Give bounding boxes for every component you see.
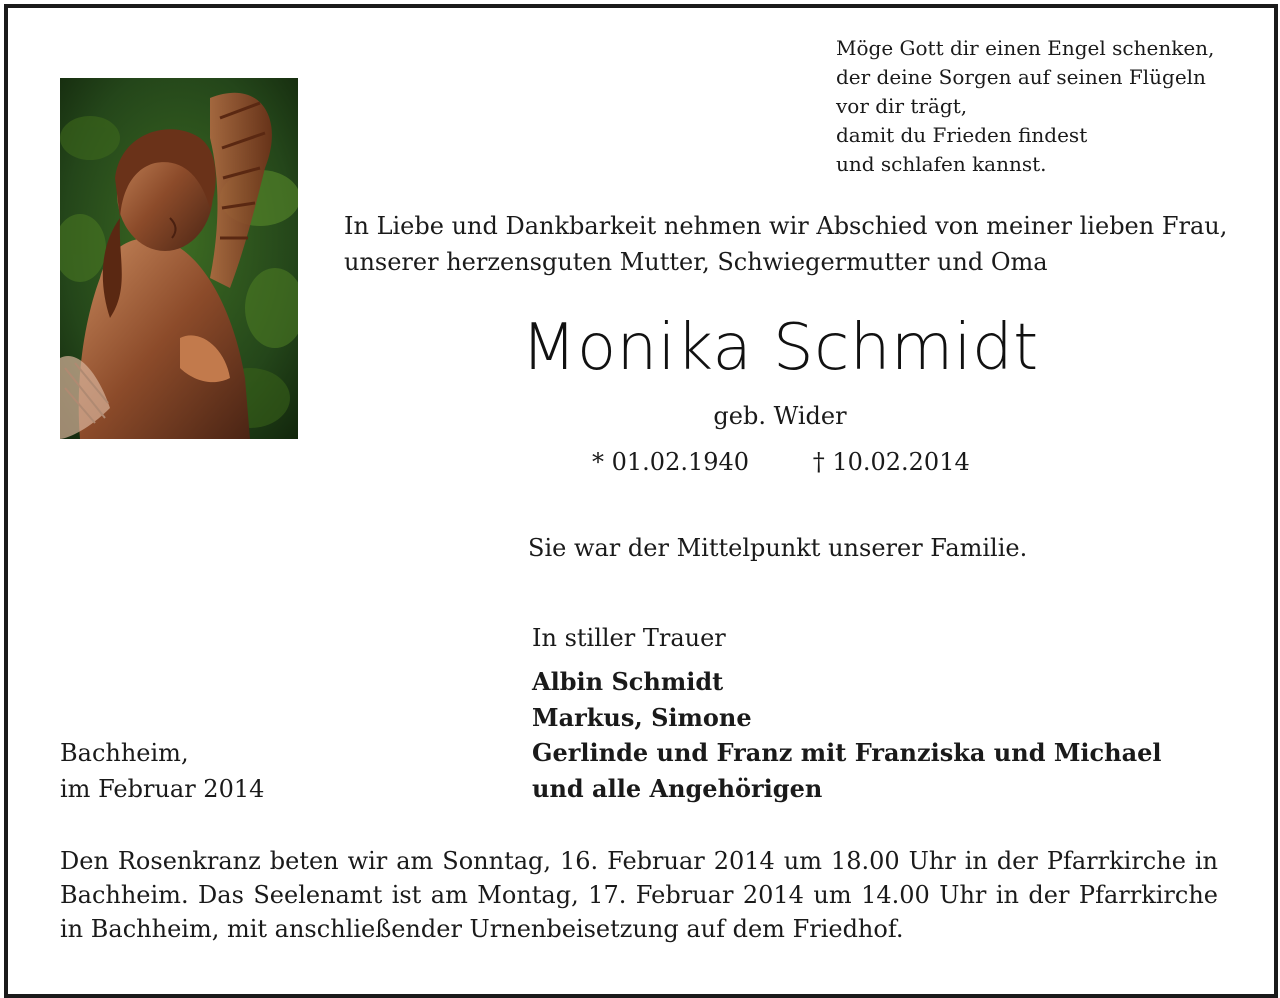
place-line: im Februar 2014: [60, 774, 265, 803]
place-line: Bachheim,: [60, 739, 189, 767]
mourner-name: Gerlinde und Franz mit Franziska und Michael: [532, 738, 1162, 767]
poem: [836, 34, 1256, 179]
poem-line: Möge Gott dir einen Engel schenken,: [836, 36, 1215, 60]
place-and-date: [60, 736, 264, 807]
farewell-intro: [344, 208, 1244, 280]
deceased-name: Monika Schmidt: [521, 311, 1039, 385]
poem-line: und schlafen kannst.: [836, 152, 1047, 176]
birth-name: geb. Wider: [713, 402, 847, 430]
mourners-list: [532, 664, 1162, 806]
tribute-line: Sie war der Mittelpunkt unserer Familie.: [528, 534, 1028, 562]
intro-line: unserer herzensguten Mutter, Schwiegermutter und Oma: [344, 248, 1048, 276]
poem-line: damit du Frieden findest: [836, 123, 1088, 147]
death-date: † 10.02.2014: [812, 448, 970, 476]
mourner-name: Albin Schmidt: [532, 667, 724, 696]
poem-line: vor dir trägt,: [836, 94, 968, 118]
intro-line: In Liebe und Dankbarkeit nehmen wir Abschied von meiner lieben Frau,: [344, 212, 1228, 240]
mourning-intro: In stiller Trauer: [532, 624, 726, 652]
service-details: Den Rosenkranz beten wir am Sonntag, 16. Februar 2014 um 18.00 Uhr in der Pfarrkirche in Bachheim. Das Seelenamt ist am Montag, 17. Februar 2014 um 14.00 Uhr in der Pfarrkirche in Bachheim, mit anschließender Urnenbeisetzung auf dem Friedhof.: [60, 847, 1218, 943]
mourner-name: und alle Angehörigen: [532, 773, 823, 803]
birth-date: * 01.02.1940: [592, 448, 750, 476]
mourner-name: Markus, Simone: [532, 702, 752, 732]
poem-line: der deine Sorgen auf seinen Flügeln: [836, 65, 1206, 89]
life-dates: [592, 446, 970, 478]
